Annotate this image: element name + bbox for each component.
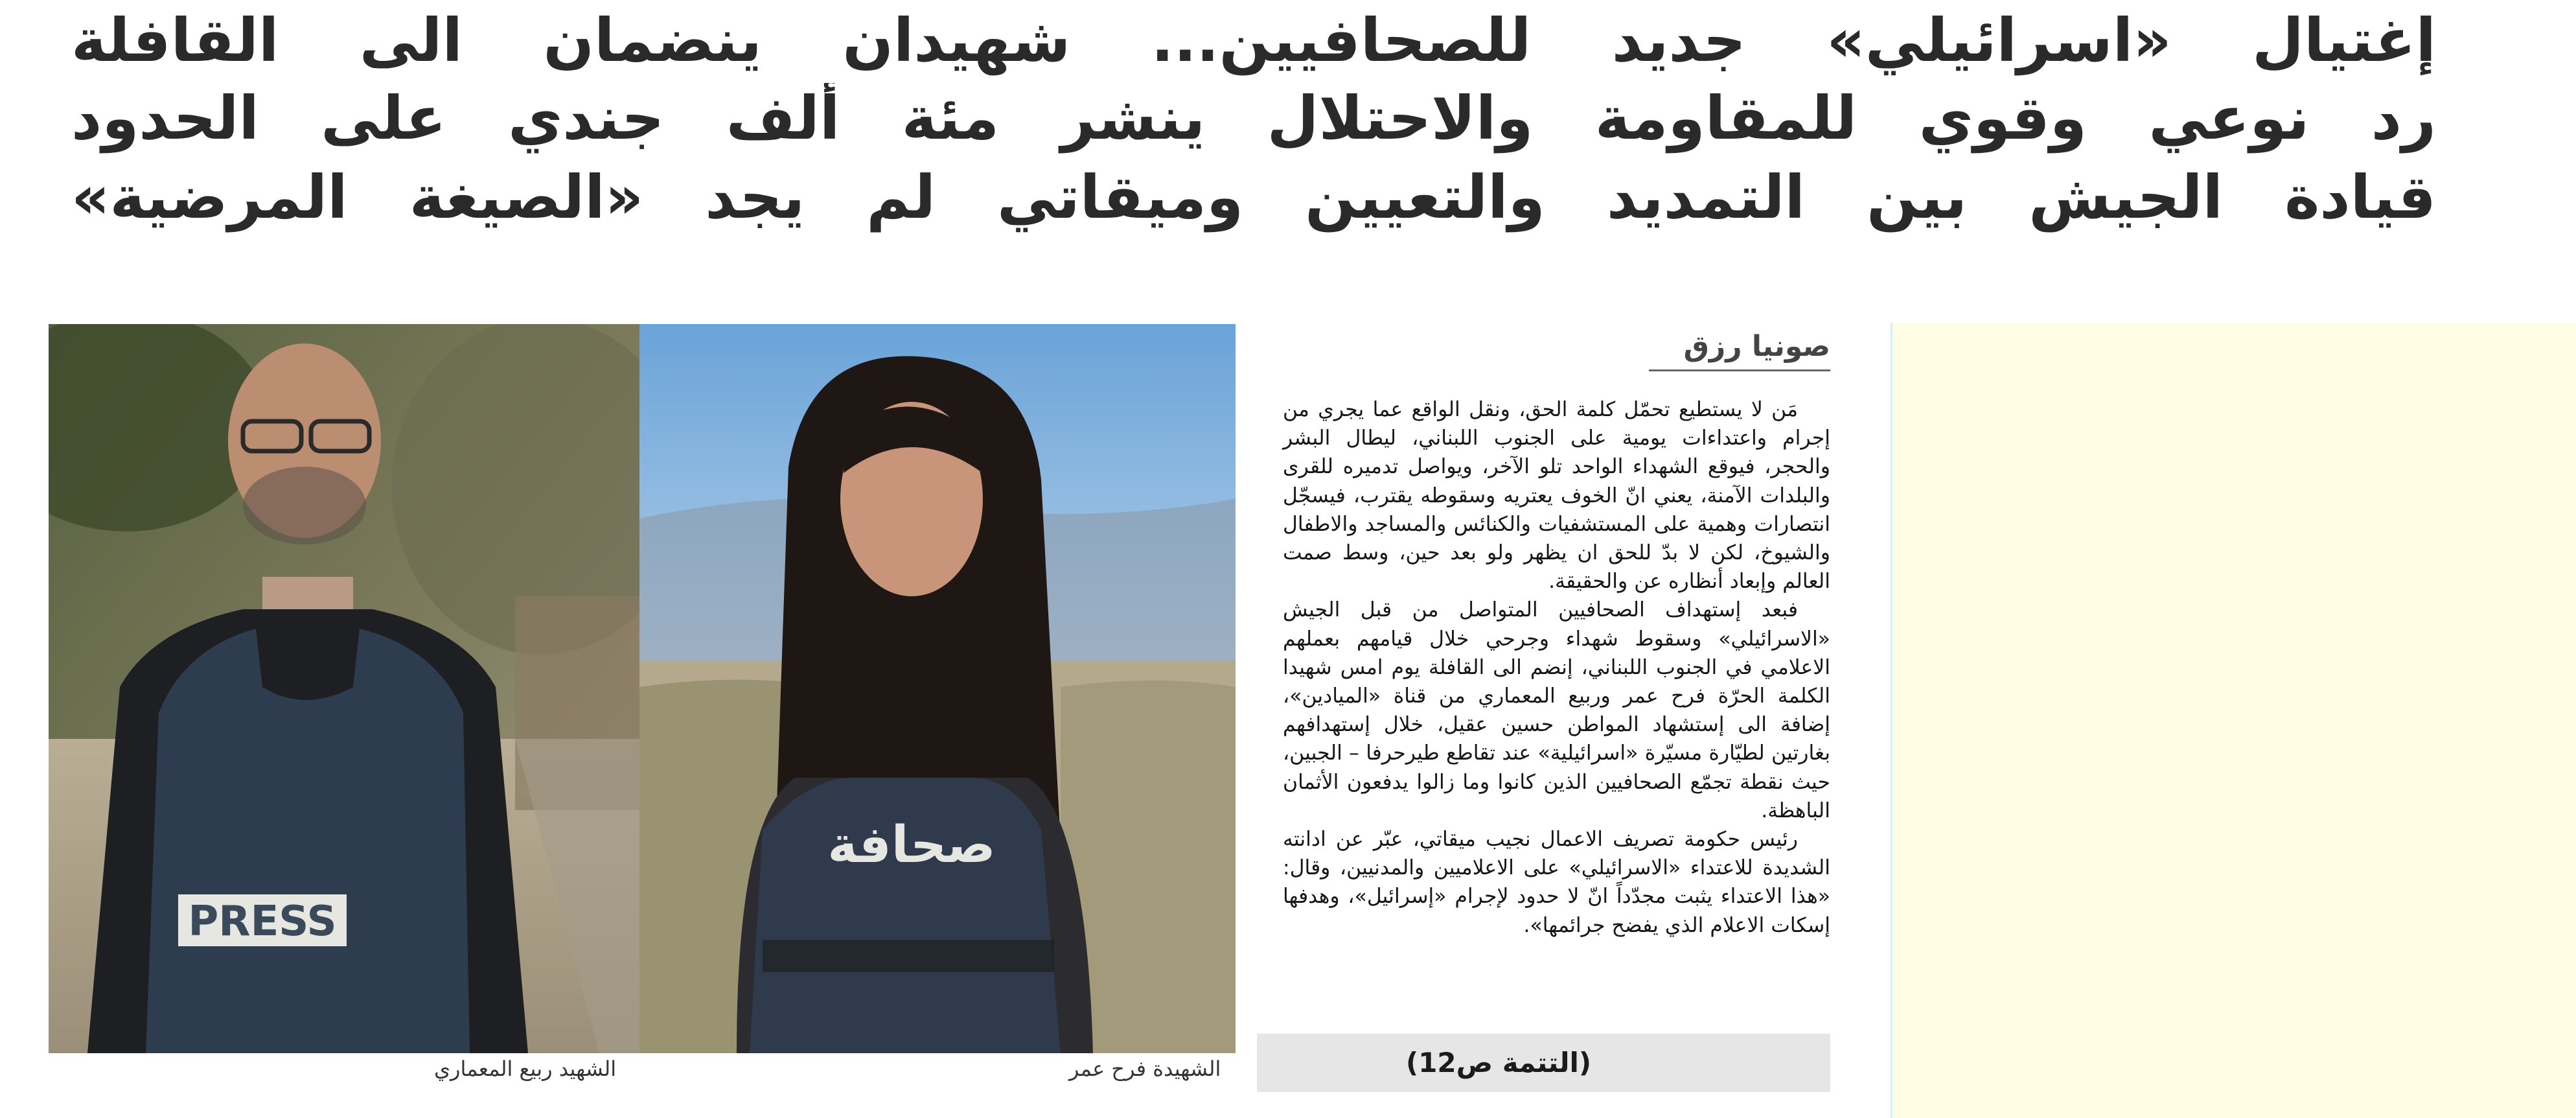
headlines-block xyxy=(71,0,2436,305)
article-column xyxy=(1273,324,1850,1115)
byline: صونيا رزق xyxy=(1649,324,1830,371)
caption-rabie-maamari: الشهيد ربيع المعماري xyxy=(434,1056,617,1081)
ad-panel xyxy=(1891,323,2576,1118)
article-paragraph-3: رئيس حكومة تصريف الاعمال نجيب ميقاتي، عبّر عن ادانته الشديدة للاعتداء «الاسرائيلي» على الاعلاميين والمدنيين، وقال: «هذا الاعتداء يثبت مجدّداً انّ لا حدود لإجرام «إسرائيل»، وهدفها إسكات الاعلام الذي يفضح جرائمها». xyxy=(1283,828,1830,937)
headline-1: إغتيال «اسرائيلي» جديد للصحافيين... شهيدان ينضمان الى القافلة xyxy=(71,6,2436,75)
photo-woman-illustration xyxy=(639,324,1236,1053)
article-body xyxy=(1283,395,1830,940)
caption-farah-omar: الشهيدة فرح عمر xyxy=(1069,1056,1221,1081)
headline-2: رد نوعي وقوي للمقاومة والاحتلال ينشر مئة ألف جندي على الحدود xyxy=(71,84,2436,153)
article-paragraph-2: فبعد إستهداف الصحافيين المتواصل من قبل الجيش «الاسرائيلي» وسقوط شهداء وجرحي خلال قيامهم بعملهم الاعلامي في الجنوب اللبناني، إنضم الى القافلة يوم امس شهيدا الكلمة الحرّة فرح عمر وربيع المعماري من قناة «الميادين»، إضافة الى إستشهاد المواطن حسين عقيل، خلال إستهدافهم بغارتين لطيّارة مسيّرة «اسرائيلية» عند تقاطع طيرحرفا – الجبين، حيث نقطة تجمّع الصحافيين الذين كانوا وما زالوا يدفعون الأثمان الباهظة. xyxy=(1283,598,1830,822)
photo-rabie-maamari xyxy=(49,324,639,1053)
vest-press-label: PRESS xyxy=(188,898,337,946)
headline-3: قيادة الجيش بين التمديد والتعيين وميقاتي لم يجد «الصيغة المرضية» xyxy=(71,163,2436,232)
article-paragraph-1: مَن لا يستطيع تحمّل كلمة الحق، ونقل الواقع عما يجري من إجرام واعتداءات يومية على الجنوب اللبناني، ليطال البشر والحجر، فيوقع الشهداء الواحد تلو الآخر، ويواصل تدميره للقرى والبلدات الآمنة، يعني انّ الخوف يعتريه وسقوطه يقترب، فيسجّل انتصارات وهمية على المستشفيات والكنائس والمساجد والاطفال والشيوخ، لكن لا بدّ للحق ان يظهر ولو بعد حين، وسط صمت العالم وإبعاد أنظاره عن والحقيقة. xyxy=(1283,398,1830,594)
continuation-note[interactable]: (التتمة ص12) xyxy=(1257,1034,1830,1092)
photo-farah-omar xyxy=(639,324,1236,1053)
photo-man-illustration xyxy=(49,324,639,1053)
vest-sahafa-label: صحافة xyxy=(827,816,996,874)
